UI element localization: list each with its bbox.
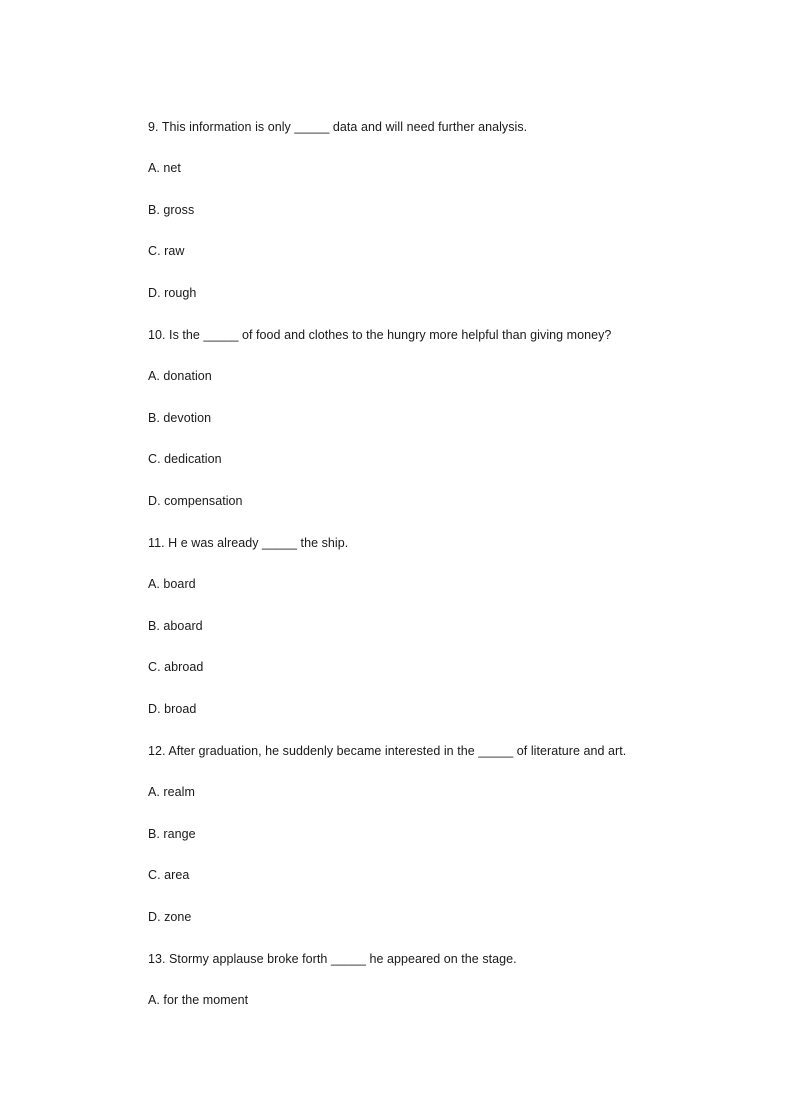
question-12-option-b: B. range [148, 827, 196, 841]
question-9-option-b: B. gross [148, 203, 195, 217]
question-12-option-c: C. area [148, 868, 190, 882]
question-9-option-a: A. net [148, 161, 181, 175]
question-10-option-d: D. compensation [148, 494, 243, 508]
question-13-stem: 13. Stormy applause broke forth _____ he appeared on the stage. [148, 952, 517, 966]
question-13-option-a: A. for the moment [148, 993, 249, 1007]
question-12-stem: 12. After graduation, he suddenly became interested in the _____ of literature and art. [148, 744, 627, 758]
question-9-stem: 9. This information is only _____ data and will need further analysis. [148, 120, 528, 134]
question-12-option-a: A. realm [148, 785, 195, 799]
question-9-option-c: C. raw [148, 244, 185, 258]
question-10-option-a: A. donation [148, 369, 212, 383]
question-10-option-c: C. dedication [148, 452, 222, 466]
question-12-option-d: D. zone [148, 910, 192, 924]
question-11-stem: 11. H e was already _____ the ship. [148, 536, 349, 550]
question-11-option-b: B. aboard [148, 619, 203, 633]
question-10-stem: 10. Is the _____ of food and clothes to the hungry more helpful than giving money? [148, 328, 612, 342]
question-10-option-b: B. devotion [148, 411, 212, 425]
question-11-option-a: A. board [148, 577, 196, 591]
question-11-option-c: C. abroad [148, 660, 204, 674]
question-11-option-d: D. broad [148, 702, 197, 716]
question-9-option-d: D. rough [148, 286, 197, 300]
